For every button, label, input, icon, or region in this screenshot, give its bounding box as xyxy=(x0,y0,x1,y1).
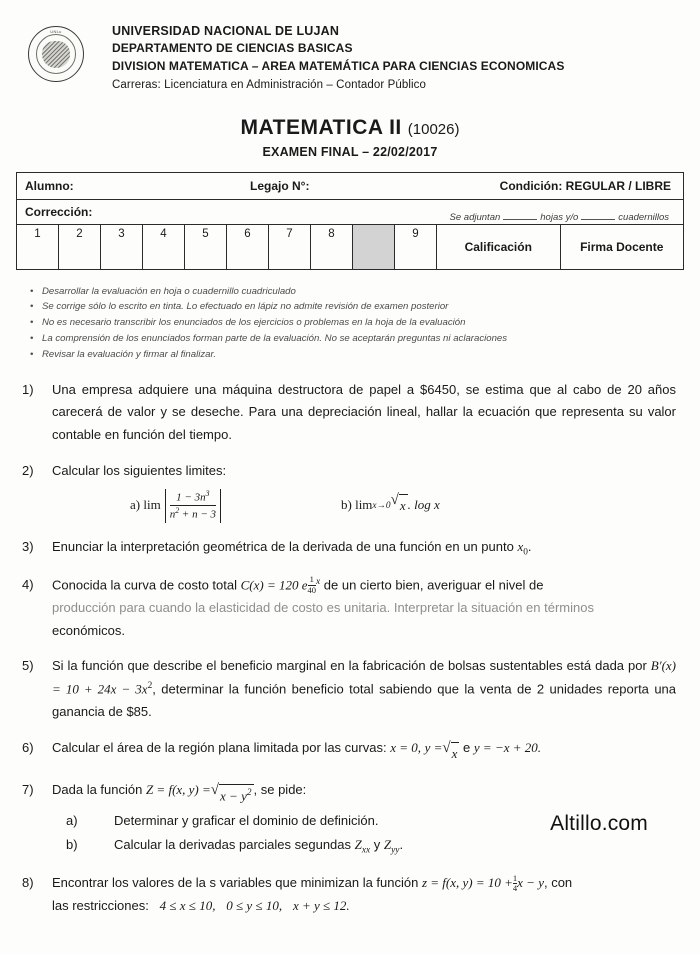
division-name: DIVISION MATEMATICA – AREA MATEMÁTICA PARA CIENCIAS ECONOMICAS xyxy=(112,58,565,73)
exam-subtitle: EXAMEN FINAL – 22/02/2017 xyxy=(262,144,438,159)
grading-grid xyxy=(17,225,683,269)
exercise-7-b-label: b) xyxy=(66,837,78,853)
course-code: (10026) xyxy=(407,120,460,138)
exercise-3-point: x xyxy=(517,538,524,554)
exercise-7-zxx: Z xyxy=(354,837,362,853)
adjuntan-post: cuadernillos xyxy=(618,211,669,223)
exercise-7-a-text: Determinar y graficar el dominio de definición. xyxy=(114,812,379,828)
exercise-8-line1 xyxy=(52,872,676,895)
adjuntan-blank-1[interactable] xyxy=(503,219,537,220)
limit-a xyxy=(130,489,221,523)
exercise-4-text-mid: de un cierto bien, averiguar el nivel de xyxy=(320,577,544,593)
exercise-1-number: 1) xyxy=(22,381,34,397)
alumno-field[interactable] xyxy=(17,173,242,199)
exercise-5-formula: B′(x) = 10 + 24x − 3x xyxy=(52,658,676,697)
crest-emblem xyxy=(42,41,70,68)
exercise-8-line2 xyxy=(52,895,676,918)
exercise-2-text: Calcular los siguientes limites: xyxy=(52,462,227,478)
grade-cell-shaded xyxy=(353,225,395,269)
exercise-2 xyxy=(16,460,676,523)
exam-title-block xyxy=(0,116,700,159)
limit-a-denominator xyxy=(170,505,216,522)
crest-label: UNLu xyxy=(50,29,62,34)
exercise-7-b-text-start: Calcular la derivadas parciales segundas xyxy=(114,837,355,853)
university-crest-icon xyxy=(28,26,84,82)
grade-cell-3[interactable]: 3 xyxy=(101,225,143,269)
limit-b-radical xyxy=(391,493,408,518)
grade-cell-6[interactable]: 6 xyxy=(227,225,269,269)
exercise-8 xyxy=(16,872,676,918)
instructions-block xyxy=(26,284,678,363)
exercise-1 xyxy=(16,379,676,447)
exercise-2-limits xyxy=(52,489,676,523)
exercise-6-radicand: x xyxy=(451,742,460,766)
exercise-3-number: 3) xyxy=(22,538,34,554)
limit-a-den-text: n xyxy=(169,508,176,521)
exercise-7-stem xyxy=(52,779,676,808)
exercise-5-formula-exp: 2 xyxy=(147,681,153,692)
exercise-4-formula: C(x) = 120 e xyxy=(240,577,308,593)
alumno-label: Alumno: xyxy=(25,178,74,193)
exercise-7-item-b xyxy=(52,834,676,859)
limit-a-absolute xyxy=(165,489,221,523)
form-row-student xyxy=(17,173,683,200)
university-text-block xyxy=(112,22,564,94)
grade-cell-9[interactable]: 9 xyxy=(395,225,437,269)
firma-docente-cell[interactable]: Firma Docente xyxy=(580,239,664,254)
instruction-item: • Se corrige sólo lo escrito en tinta. Lo efectuado en lápiz no admite revisión de examen posterior xyxy=(42,299,678,315)
exercise-6-text-start: Calcular el área de la región plana limitada por las curvas: xyxy=(52,739,391,755)
exercise-7-radicand-text: x − y xyxy=(220,787,247,803)
exercise-4-text-start: Conocida la curva de costo total xyxy=(52,577,241,593)
exercise-6-body xyxy=(52,737,676,766)
limit-b xyxy=(341,493,440,518)
exp-num: 1 xyxy=(309,574,314,585)
exercise-6-radical xyxy=(442,741,459,766)
exercise-7-zxx-sub: xx xyxy=(361,846,371,857)
instruction-item: • Revisar la evaluación y firmar al finalizar. xyxy=(42,347,678,363)
limit-b-radicand: x xyxy=(399,494,408,518)
exercise-7-text-start: Dada la función xyxy=(52,781,146,797)
limit-a-den-rest: + n − 3 xyxy=(179,508,216,521)
page-title: MATEMATICA II xyxy=(240,115,402,139)
adjuntan-blank-2[interactable] xyxy=(581,219,615,220)
frac-num: 1 xyxy=(512,872,518,883)
exercise-7-text-end: , se pide: xyxy=(253,781,307,797)
exercise-8-r2: 0 ≤ y ≤ 10, xyxy=(226,898,283,914)
exercise-3-body xyxy=(52,536,676,561)
grade-cell-2[interactable]: 2 xyxy=(59,225,101,269)
exercise-8-text-mid: , con xyxy=(543,875,573,891)
limit-a-fraction xyxy=(170,489,216,523)
exercise-7-radicand xyxy=(219,784,253,808)
grade-cell-4[interactable]: 4 xyxy=(143,225,185,269)
exercise-8-restrictions-label: las restricciones: xyxy=(52,898,149,914)
careers-line: Carreras: Licenciatura en Administración – Contador Público xyxy=(112,78,427,91)
exercise-4-line2: producción para cuando la elasticidad de costo es unitaria. Interpretar la situación en términos xyxy=(52,599,594,615)
exercise-7-number: 7) xyxy=(22,781,34,797)
exercise-6-f4: y = −x + 20. xyxy=(473,739,542,755)
limit-b-label: b) lim xyxy=(341,497,373,513)
grade-cell-8[interactable]: 8 xyxy=(311,225,353,269)
exercise-6-number: 6) xyxy=(22,739,34,755)
exercise-2-body xyxy=(52,460,676,523)
department-name: DEPARTAMENTO DE CIENCIAS BASICAS xyxy=(112,41,353,56)
exercise-5-body xyxy=(52,655,676,724)
watermark-altillo: Altillo.com xyxy=(550,812,648,835)
exercise-7-radicand-exp: 2 xyxy=(246,787,252,798)
adjuntan-pre: Se adjuntan xyxy=(449,211,501,223)
limit-a-den-exp: 2 xyxy=(175,506,180,516)
exercise-7-and: y xyxy=(370,837,384,853)
exercise-7-zyy-sub: yy xyxy=(391,846,400,857)
calificacion-cell[interactable]: Calificación xyxy=(437,225,561,269)
exercise-8-r3: x + y ≤ 12. xyxy=(292,898,350,914)
exercise-1-text: Una empresa adquiere una máquina destructora de papel a $6450, se estima que al cabo de 20 años carecerá de valor y se deseche. Para una depreciación lineal, hallar la ecuación que representa su valor contable en función del tiempo. xyxy=(52,381,676,443)
exercises-list xyxy=(16,379,676,918)
legajo-label: Legajo N°: xyxy=(250,178,310,193)
exercise-7-zyy: Z xyxy=(383,837,392,853)
grade-cell-5[interactable]: 5 xyxy=(185,225,227,269)
frac-den: 4 xyxy=(512,883,518,894)
exercise-6 xyxy=(16,737,676,766)
condicion-field[interactable] xyxy=(448,173,683,199)
document-header xyxy=(0,0,700,94)
exercise-7-b-text-end: . xyxy=(399,837,404,853)
exercise-8-body xyxy=(52,872,676,918)
instructions-list xyxy=(26,284,678,363)
university-name: UNIVERSIDAD NACIONAL DE LUJAN xyxy=(112,24,340,38)
instruction-item: • La comprensión de los enunciados forman parte de la evaluación. No se aceptarán preguntas ni aclaraciones xyxy=(42,331,678,347)
limit-a-label: a) lim xyxy=(130,497,161,513)
exercise-6-f2: y = xyxy=(424,739,443,755)
exercise-8-number: 8) xyxy=(22,875,34,891)
exercise-3-point-sub: 0 xyxy=(523,547,528,558)
exercise-4-body xyxy=(52,574,676,643)
adjuntan-note xyxy=(450,212,669,223)
exercise-8-formula-rest: x − y xyxy=(517,875,544,891)
exercise-7-b-text xyxy=(114,834,676,859)
exercise-8-r1: 4 ≤ x ≤ 10, xyxy=(159,898,216,914)
exercise-3-text: Enunciar la interpretación geométrica de la derivada de una función en un punto xyxy=(52,538,518,554)
exercise-7-radical xyxy=(211,783,254,808)
exercise-8-text-start: Encontrar los valores de la s variables que minimizan la función xyxy=(52,875,422,891)
exercise-2-number: 2) xyxy=(22,462,34,478)
exercise-5-text-start: Si la función que describe el beneficio marginal en la fabricación de bolsas sustentables está dada por xyxy=(52,658,651,674)
limit-a-numerator xyxy=(170,489,216,505)
student-form-box xyxy=(16,172,684,270)
instruction-item: • No es necesario transcribir los enunciados de los ejercicios o problemas en la hoja de la evaluación xyxy=(42,315,678,331)
radical-sign: √ xyxy=(442,739,451,756)
condicion-label: Condición: REGULAR / LIBRE xyxy=(499,178,671,193)
exercise-6-f1: x = 0, xyxy=(390,739,421,755)
exercise-4 xyxy=(16,574,676,643)
limit-a-num-text: 1 − 3n xyxy=(176,491,206,504)
exercise-4-line3: económicos. xyxy=(52,622,125,638)
radical-sign: √ xyxy=(210,781,220,798)
grade-cell-7[interactable]: 7 xyxy=(269,225,311,269)
exercise-8-formula: z = f(x, y) = 10 + xyxy=(421,875,513,891)
exercise-4-exp-var: x xyxy=(316,576,321,587)
exercise-7-formula: Z = f(x, y) = xyxy=(145,781,211,797)
adjuntan-mid: hojas y/o xyxy=(540,211,579,223)
exercise-3 xyxy=(16,536,676,561)
exercise-5-text-end: , determinar la función beneficio total sabiendo que la venta de 2 unidades reporta una ganancia de $85. xyxy=(52,681,677,720)
exercise-5 xyxy=(16,655,676,724)
exercise-3-text-end: . xyxy=(527,538,532,554)
exp-den: 40 xyxy=(307,585,317,596)
exercise-4-exponent-fraction xyxy=(308,575,317,596)
grade-cell-1[interactable]: 1 xyxy=(17,225,59,269)
exercise-7-a-label: a) xyxy=(66,812,78,828)
limit-b-rest: . log x xyxy=(407,497,440,513)
form-row-correction xyxy=(17,200,683,225)
exercise-5-number: 5) xyxy=(22,658,34,674)
limit-a-num-exp: 3 xyxy=(205,488,210,498)
radical-sign: √ xyxy=(390,492,399,509)
exercise-4-number: 4) xyxy=(22,576,34,592)
limit-b-sub: x→0 xyxy=(372,500,391,511)
instruction-item: • Desarrollar la evaluación en hoja o cuadernillo cuadriculado xyxy=(42,284,678,300)
correccion-label: Corrección: xyxy=(25,204,93,219)
exercise-6-f3: e xyxy=(463,739,471,755)
legajo-field[interactable] xyxy=(242,173,448,199)
